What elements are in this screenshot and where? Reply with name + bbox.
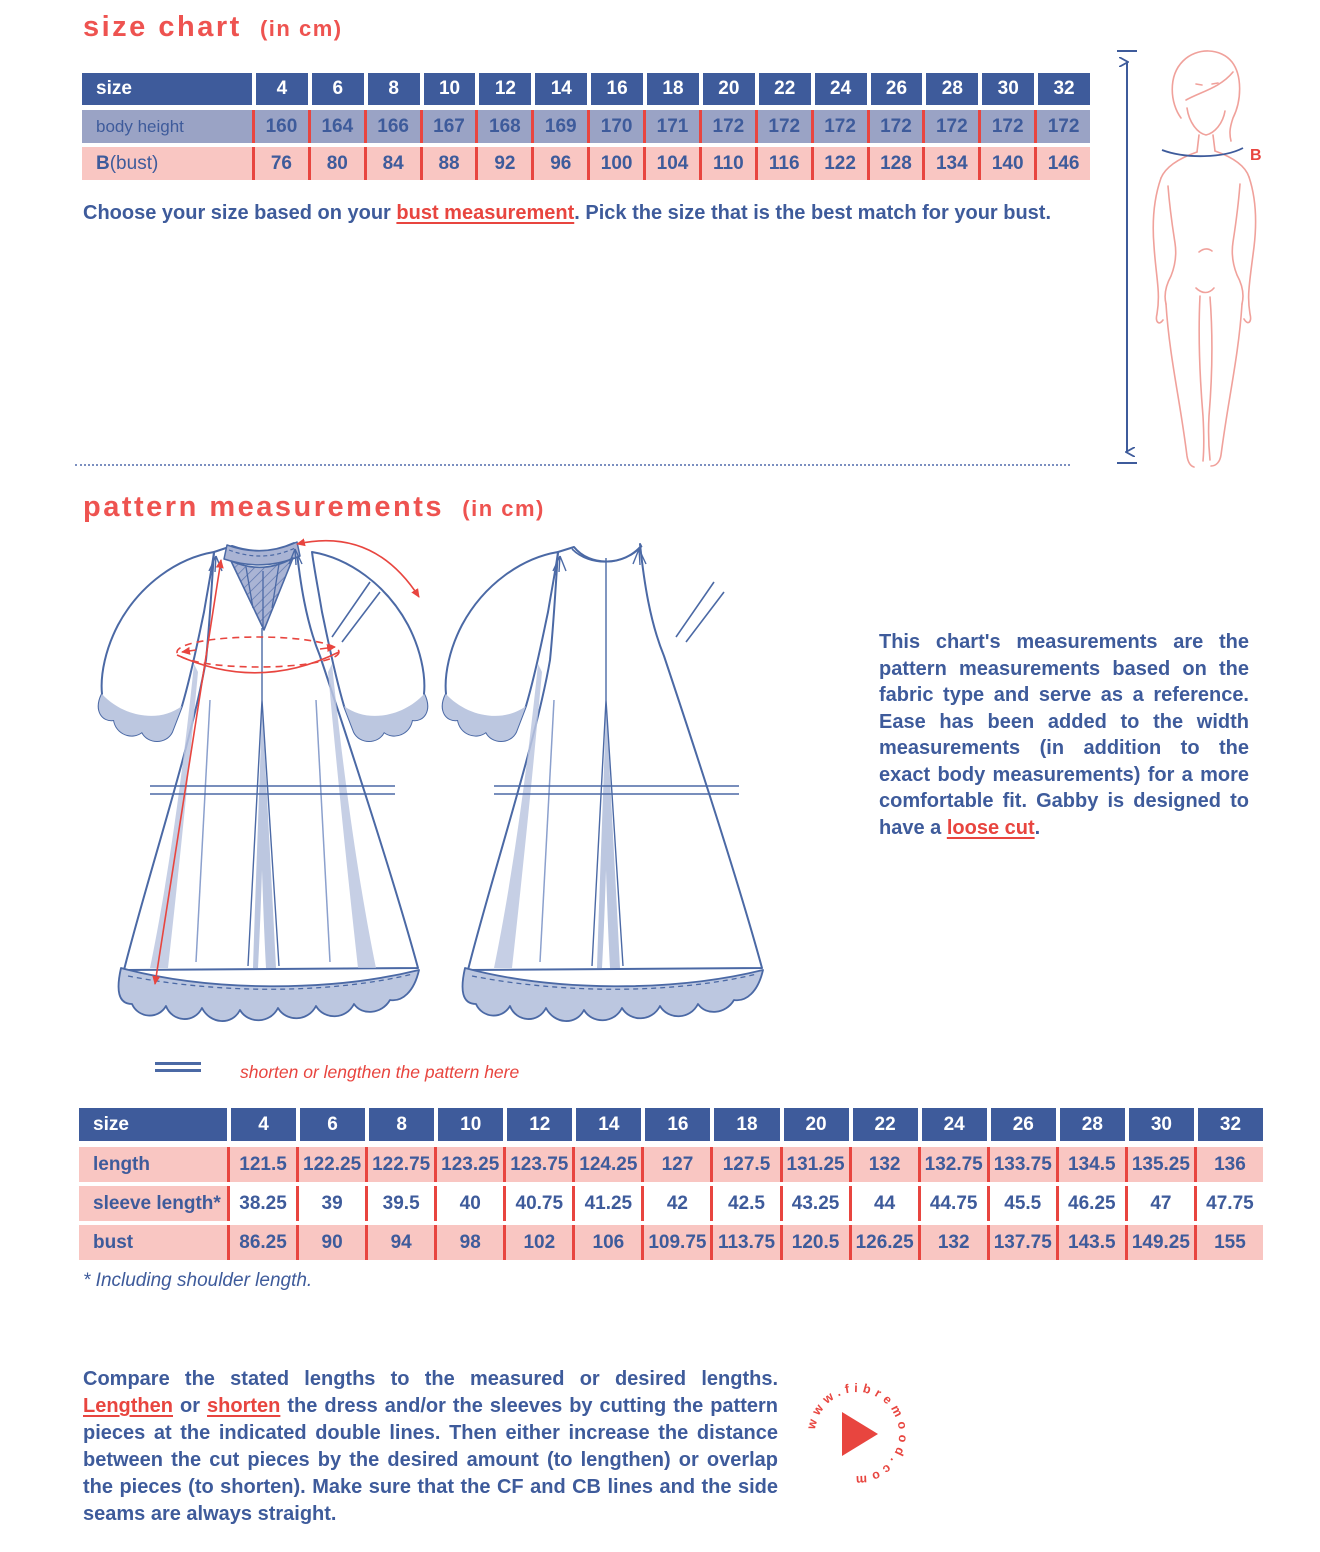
table-cell: 168 [475, 110, 531, 143]
table-header-size: 28 [1056, 1108, 1125, 1141]
table-header-size: 26 [867, 73, 923, 105]
table-row-label: body height [82, 110, 252, 143]
table-cell: 96 [531, 147, 587, 180]
table-header-size: 20 [699, 73, 755, 105]
table-cell: 122.75 [365, 1147, 434, 1182]
table-header-size: 8 [364, 73, 420, 105]
table-header-size: 16 [587, 73, 643, 105]
table-cell: 127.5 [710, 1147, 779, 1182]
table-header-size: 14 [531, 73, 587, 105]
table-cell: 134 [922, 147, 978, 180]
table-cell: 172 [755, 110, 811, 143]
bust-label: B [1250, 147, 1262, 164]
table-cell: 169 [531, 110, 587, 143]
loose-cut-link: loose cut [946, 816, 1035, 839]
table-cell: 44.75 [918, 1186, 987, 1221]
table-row-label: sleeve length* [79, 1186, 227, 1221]
table-cell: 127 [641, 1147, 710, 1182]
table-cell: 160 [252, 110, 308, 143]
table-cell: 42.5 [710, 1186, 779, 1221]
table-cell: 134.5 [1056, 1147, 1125, 1182]
table-header-size: 24 [811, 73, 867, 105]
table-cell: 116 [755, 147, 811, 180]
table-cell: 124.25 [572, 1147, 641, 1182]
table-cell: 149.25 [1125, 1225, 1194, 1260]
table-header-label: size [82, 73, 252, 105]
table-cell: 76 [252, 147, 308, 180]
table-cell: 172 [811, 110, 867, 143]
table-row-label: bust [79, 1225, 227, 1260]
table-header-size: 18 [710, 1108, 779, 1141]
table-cell: 43.25 [780, 1186, 849, 1221]
table-cell: 47.75 [1194, 1186, 1263, 1221]
table-cell: 172 [1034, 110, 1090, 143]
lengthen-shorten-instructions [83, 1366, 778, 1528]
fibremood-logo [795, 1372, 920, 1497]
table-cell: 110 [699, 147, 755, 180]
table-cell: 126.25 [849, 1225, 918, 1260]
table-header-size: 18 [643, 73, 699, 105]
size-chart-unit: (in cm) [259, 16, 343, 41]
double-line-symbol [155, 1062, 201, 1065]
size-chart-heading [83, 10, 343, 46]
size-chart-table [82, 73, 1090, 180]
dress-technical-drawing [85, 528, 845, 1053]
shorten-lengthen-note: shorten or lengthen the pattern here [240, 1062, 520, 1082]
table-header-size: 26 [987, 1108, 1056, 1141]
table-cell: 172 [978, 110, 1034, 143]
table-cell: 94 [365, 1225, 434, 1260]
table-cell: 86.25 [227, 1225, 296, 1260]
table-header-size: 30 [1125, 1108, 1194, 1141]
table-cell: 172 [922, 110, 978, 143]
table-header-size: 32 [1034, 73, 1090, 105]
table-cell: 90 [296, 1225, 365, 1260]
table-cell: 135.25 [1125, 1147, 1194, 1182]
play-triangle-icon [842, 1412, 878, 1456]
section-divider [75, 464, 1070, 466]
table-cell: 123.75 [503, 1147, 572, 1182]
table-header-size: 24 [918, 1108, 987, 1141]
table-cell: 131.25 [780, 1147, 849, 1182]
choose-size-text-pre: Choose your size based on your [83, 202, 397, 224]
pattern-title: pattern measurements [83, 491, 445, 523]
table-cell: 155 [1194, 1225, 1263, 1260]
table-cell: 104 [643, 147, 699, 180]
table-header-size: 12 [503, 1108, 572, 1141]
table-cell: 40.75 [503, 1186, 572, 1221]
body-measurement-figure [1105, 42, 1290, 472]
dress-back-view [443, 544, 845, 1021]
table-cell: 106 [572, 1225, 641, 1260]
table-cell: 171 [643, 110, 699, 143]
sleeve-footnote: * Including shoulder length. [83, 1270, 313, 1291]
table-header-size: 10 [420, 73, 476, 105]
table-header-size: 8 [365, 1108, 434, 1141]
dress-front-view [99, 541, 427, 1021]
table-cell: 113.75 [710, 1225, 779, 1260]
table-cell: 140 [978, 147, 1034, 180]
table-cell: 172 [867, 110, 923, 143]
table-cell: 80 [308, 147, 364, 180]
table-cell: 45.5 [987, 1186, 1056, 1221]
pattern-measurements-heading [83, 490, 545, 526]
table-cell: 164 [308, 110, 364, 143]
choose-size-text-post: . Pick the size that is the best match for your bust. [574, 202, 1052, 224]
size-chart-title: size chart [83, 11, 242, 43]
table-cell: 128 [867, 147, 923, 180]
table-header-size: 14 [572, 1108, 641, 1141]
pattern-measurements-table [79, 1108, 1263, 1260]
table-header-size: 22 [849, 1108, 918, 1141]
instructions-mid: or [173, 1395, 208, 1417]
shorten-link: shorten [207, 1395, 281, 1417]
table-header-size: 28 [922, 73, 978, 105]
table-cell: 100 [587, 147, 643, 180]
table-cell: 42 [641, 1186, 710, 1221]
double-line-symbol [155, 1069, 201, 1072]
table-cell: 137.75 [987, 1225, 1056, 1260]
pattern-measurements-note [879, 629, 1249, 841]
table-header-size: 6 [296, 1108, 365, 1141]
table-cell: 92 [475, 147, 531, 180]
table-cell: 143.5 [1056, 1225, 1125, 1260]
table-cell: 132.75 [918, 1147, 987, 1182]
table-cell: 109.75 [641, 1225, 710, 1260]
bust-measurement-line [1162, 148, 1243, 156]
table-cell: 46.25 [1056, 1186, 1125, 1221]
table-cell: 44 [849, 1186, 918, 1221]
table-cell: 120.5 [780, 1225, 849, 1260]
table-cell: 88 [420, 147, 476, 180]
body-height-arrow [1117, 51, 1137, 463]
table-header-size: 12 [475, 73, 531, 105]
woman-figure-outline [1153, 51, 1255, 467]
pattern-note-post: . [1034, 816, 1041, 839]
table-cell: 38.25 [227, 1186, 296, 1221]
pattern-unit: (in cm) [462, 496, 545, 521]
table-row-label: length [79, 1147, 227, 1182]
table-cell: 121.5 [227, 1147, 296, 1182]
bust-measurement-link: bust measurement [396, 202, 575, 224]
table-row-label: B (bust) [82, 147, 252, 180]
table-cell: 122.25 [296, 1147, 365, 1182]
table-cell: 172 [699, 110, 755, 143]
table-cell: 136 [1194, 1147, 1263, 1182]
table-header-size: 30 [978, 73, 1034, 105]
table-header-size: 10 [434, 1108, 503, 1141]
choose-size-text [83, 202, 1093, 225]
logo-circular-text: www.fibremood.com [803, 1380, 911, 1488]
pattern-note-pre: This chart's measurements are the pattern measurements based on the fabric type and serve as a reference. Ease has been added to the width measurements (in addition to the exact body measurements) for a more comfortable fit. Gabby is designed to have a [879, 631, 1249, 839]
table-header-size: 20 [780, 1108, 849, 1141]
table-cell: 84 [364, 147, 420, 180]
table-cell: 167 [420, 110, 476, 143]
table-header-label: size [79, 1108, 227, 1141]
table-cell: 132 [918, 1225, 987, 1260]
table-cell: 40 [434, 1186, 503, 1221]
table-cell: 39.5 [365, 1186, 434, 1221]
table-cell: 166 [364, 110, 420, 143]
table-header-size: 4 [252, 73, 308, 105]
instructions-p2: the dress and/or the sleeves by cutting the pattern pieces at the indicated double lines. Then either increase the distance between the cut pieces by the desired amount (to lengthen) or overlap the pieces (to shorten). Make sure that the CF and CB lines and the side seams are always straight. [83, 1395, 779, 1525]
table-header-size: 16 [641, 1108, 710, 1141]
table-cell: 170 [587, 110, 643, 143]
table-header-size: 6 [308, 73, 364, 105]
table-cell: 133.75 [987, 1147, 1056, 1182]
lengthen-link: Lengthen [83, 1395, 173, 1417]
table-cell: 132 [849, 1147, 918, 1182]
instructions-p1: Compare the stated lengths to the measured or desired lengths. [83, 1368, 778, 1390]
table-header-size: 32 [1194, 1108, 1263, 1141]
table-cell: 146 [1034, 147, 1090, 180]
table-cell: 47 [1125, 1186, 1194, 1221]
table-header-size: 4 [227, 1108, 296, 1141]
table-cell: 41.25 [572, 1186, 641, 1221]
table-cell: 123.25 [434, 1147, 503, 1182]
table-cell: 98 [434, 1225, 503, 1260]
table-header-size: 22 [755, 73, 811, 105]
table-cell: 102 [503, 1225, 572, 1260]
table-cell: 122 [811, 147, 867, 180]
table-cell: 39 [296, 1186, 365, 1221]
